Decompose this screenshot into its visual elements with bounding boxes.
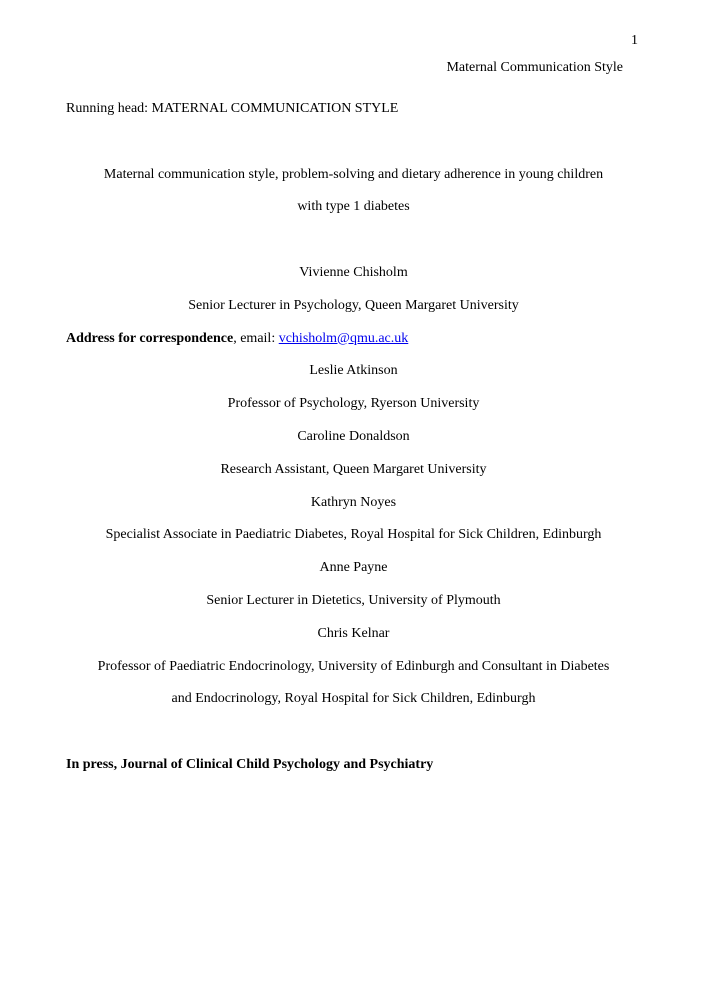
blank-line — [66, 716, 641, 749]
author-name: Leslie Atkinson — [309, 363, 398, 379]
author-affiliation: Professor of Psychology, Ryerson University — [227, 396, 480, 412]
paper-title-line-1: Maternal communication style, problem-solving and dietary adherence in young children — [103, 166, 604, 182]
paper-title-line-2: with type 1 diabetes — [297, 199, 410, 215]
correspondence-line — [66, 323, 641, 356]
author-affiliation: Specialist Associate in Paediatric Diabetes, Royal Hospital for Sick Children, Edinburgh — [105, 527, 602, 543]
author-name: Caroline Donaldson — [297, 428, 410, 444]
author-name: Vivienne Chisholm — [299, 264, 408, 280]
running-head: Running head: MATERNAL COMMUNICATION STYLE — [66, 101, 399, 116]
author-affiliation: Senior Lecturer in Psychology, Queen Margaret University — [188, 297, 519, 313]
correspondence-separator: , email: — [233, 330, 279, 346]
correspondence-email-link[interactable]: vchisholm@qmu.ac.uk — [278, 330, 409, 346]
author-affiliation-continued: and Endocrinology, Royal Hospital for Sick Children, Edinburgh — [171, 691, 536, 707]
author-name: Kathryn Noyes — [310, 494, 397, 510]
page-header — [66, 27, 638, 81]
blank-line — [66, 224, 641, 257]
in-press-note: In press, Journal of Clinical Child Psychology and Psychiatry — [66, 756, 434, 772]
header-running-title: Maternal Communication Style — [446, 60, 623, 75]
author-affiliation: Professor of Paediatric Endocrinology, University of Edinburgh and Consultant in Diabetes — [97, 658, 610, 674]
author-name: Anne Payne — [319, 560, 388, 576]
author-affiliation: Research Assistant, Queen Margaret University — [220, 461, 487, 477]
page-content — [66, 93, 641, 782]
author-name: Chris Kelnar — [317, 625, 390, 641]
page-number: 1 — [631, 33, 638, 48]
author-affiliation: Senior Lecturer in Dietetics, University of Plymouth — [206, 592, 501, 608]
blank-line — [66, 126, 641, 159]
correspondence-label: Address for correspondence — [66, 330, 234, 346]
